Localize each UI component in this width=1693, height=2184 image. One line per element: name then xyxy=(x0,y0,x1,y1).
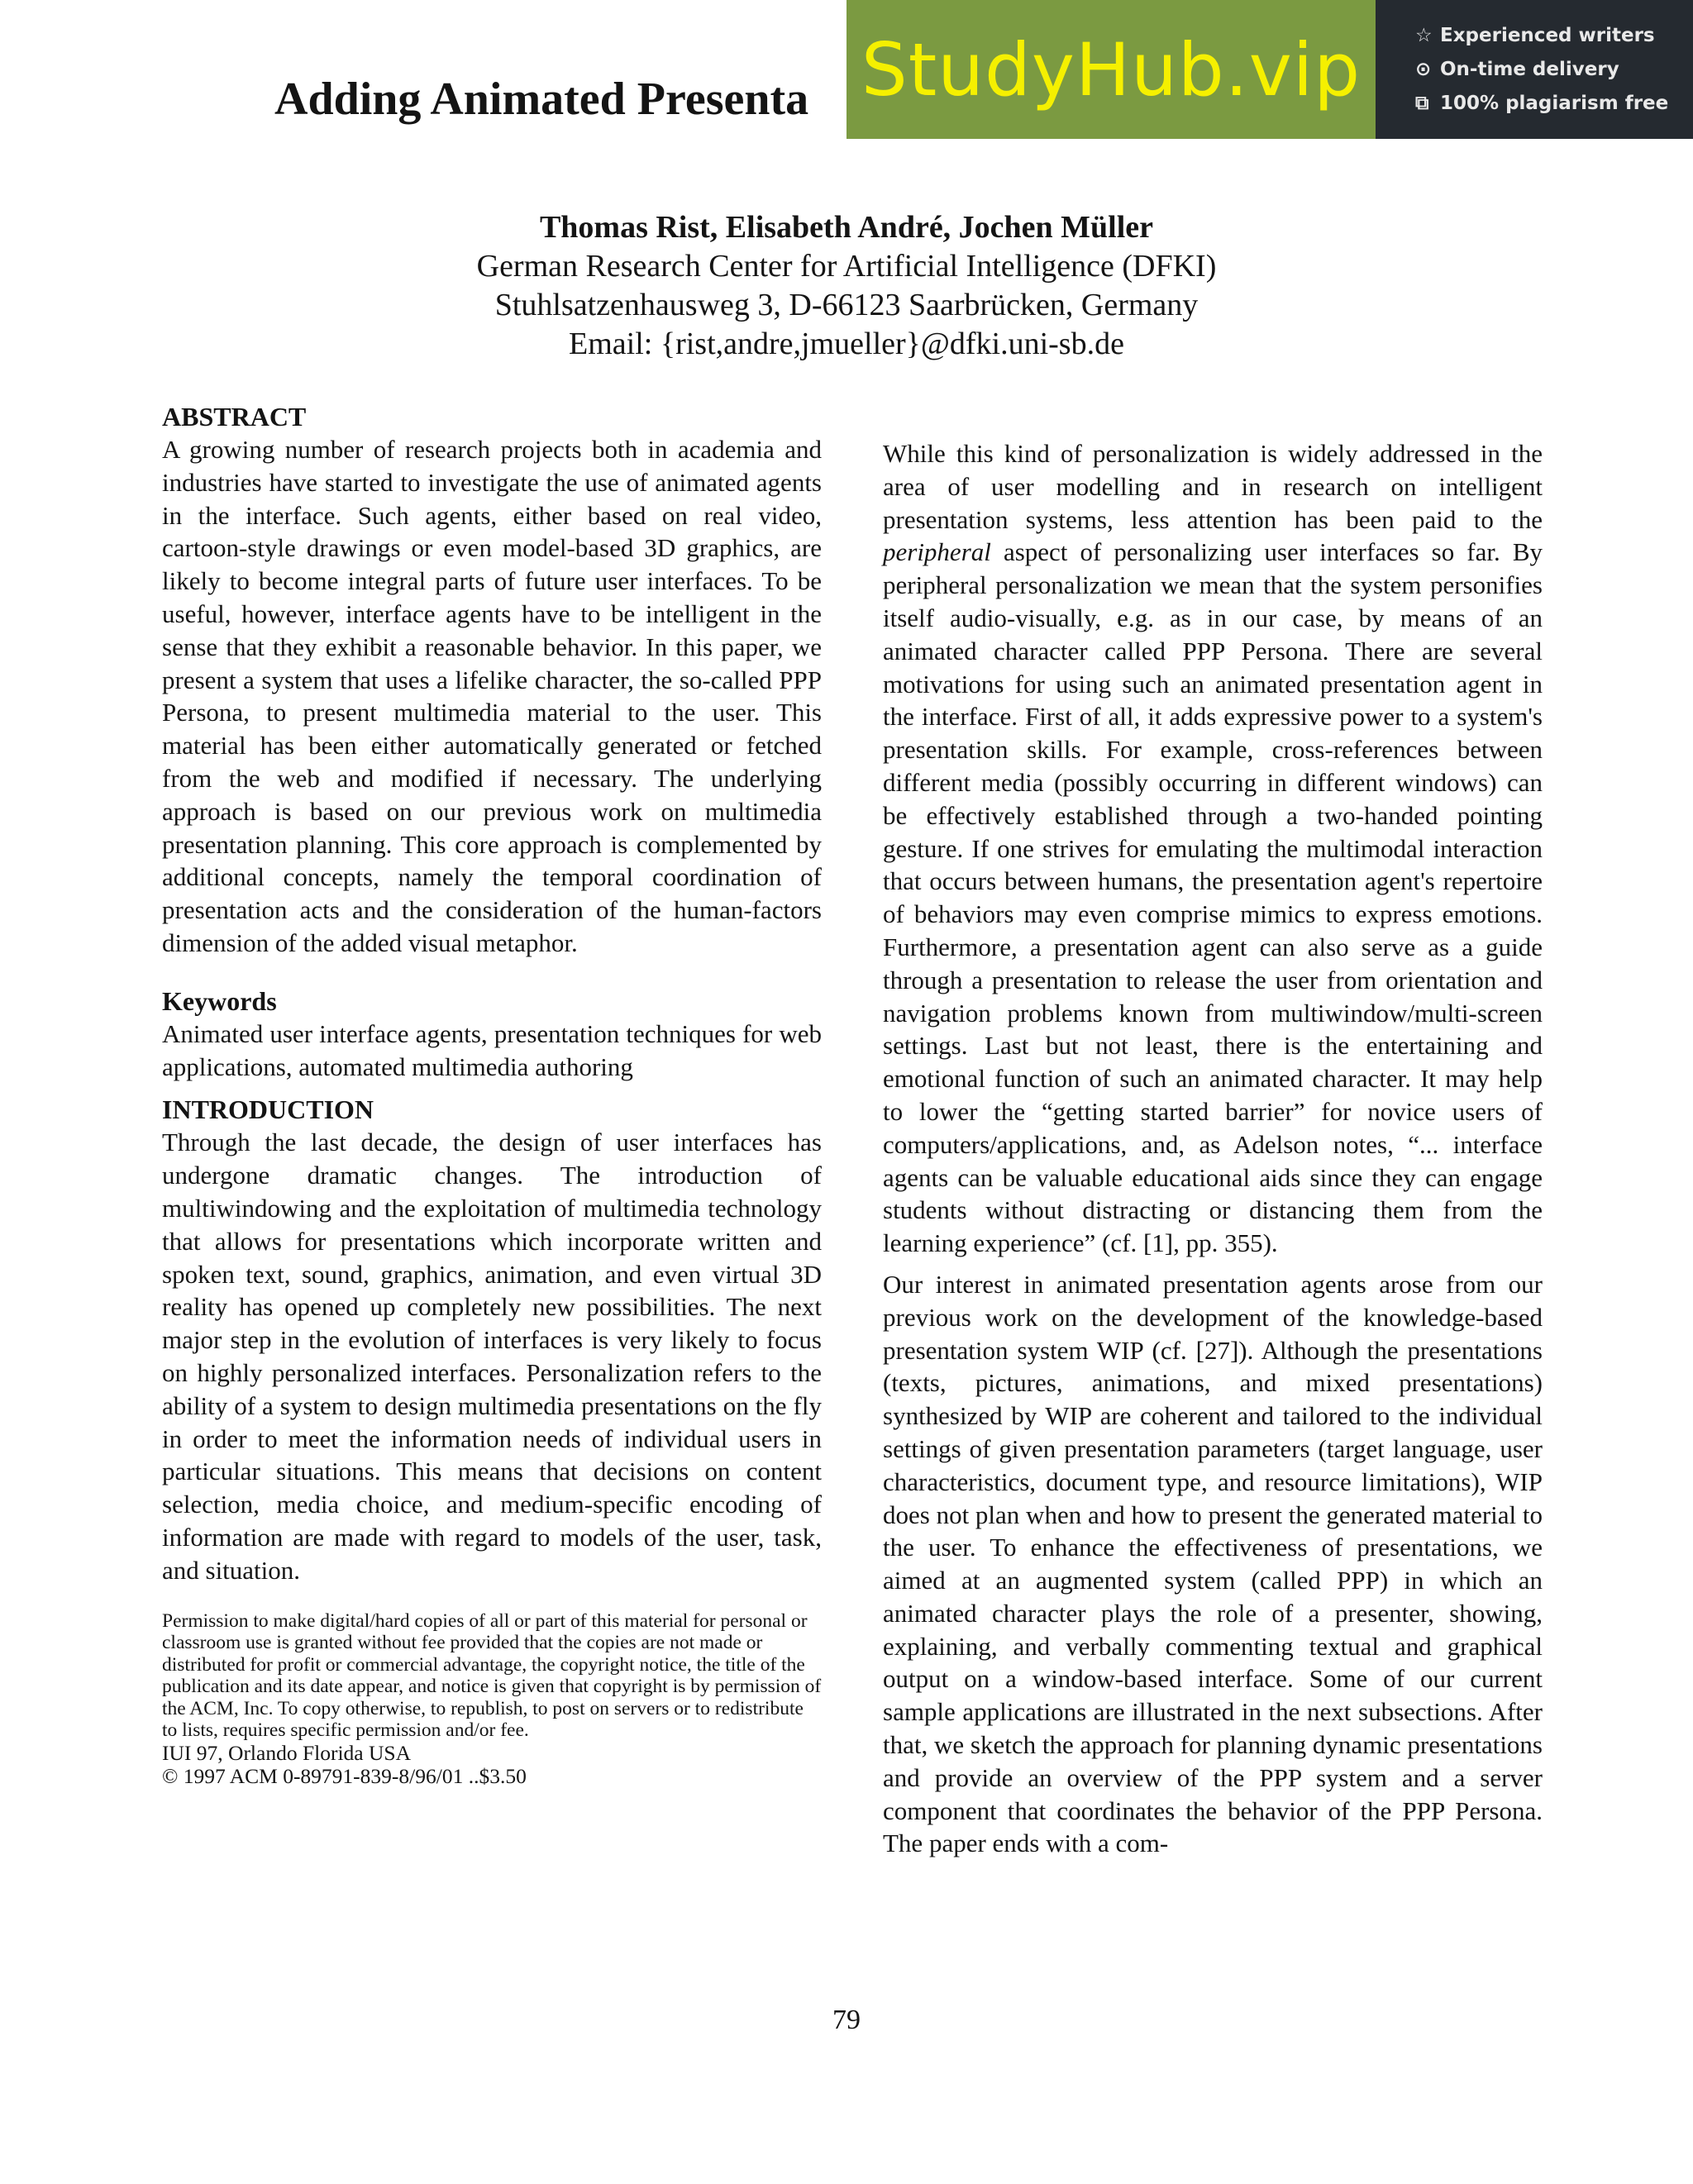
keywords-section xyxy=(162,985,822,1084)
right-column xyxy=(883,437,1543,1860)
studyhub-ad-banner[interactable] xyxy=(846,0,1693,139)
feature-item xyxy=(1415,87,1693,121)
paper-title: Adding Animated Presenta xyxy=(274,74,809,125)
permission-text: Permission to make digital/hard copies of all or part of this material for personal or classroom use is granted without fee provided that the copies are not made or distributed for profit or commercial advantage, the copyright notice, the title of the publication and its date appear, and notice is given that copyright is by permission of the ACM, Inc. To copy otherwise, to republish, to post on servers or to redistribute to lists, requires specific permission and/or fee. xyxy=(162,1609,822,1741)
paragraph-text: aspect of personalizing user interfaces so far. By peripheral personalization we mean that the system personifies itself audio-visually, e.g. as in our case, by means of an animated character called PPP Persona. There are several motivations for using such an animated presentation agent in the interface. First of all, it adds expressive power to a system's presentation skills. For example, cross-references between different media (possibly occurring in different windows) can be effectively established through a two-handed pointing gesture. If one strives for emulating the multimodal interaction that occurs between humans, the presentation agent's repertoire of behaviors may even comprise mimics to express emotions. Furthermore, a presentation agent can also serve as a guide through a presentation to release the user from orientation and navigation problems known from multiwindow/multi-screen settings. Last but not least, there is the entertaining and emotional function of such an animated character. It may help to lower the “getting started barrier” for novice users of computers/applications, and, as Adelson notes, “... interface agents can be valuable educational aids since they can engage students without distracting or distancing them from the learning experience” (cf. [1], pp. 355). xyxy=(883,537,1543,1258)
affiliation: German Research Center for Artificial Intelligence (DFKI) xyxy=(476,249,1217,284)
feature-item xyxy=(1415,53,1693,87)
copy-icon: ⧉ xyxy=(1415,92,1429,114)
feature-item xyxy=(1415,19,1693,53)
conference-line: IUI 97, Orlando Florida USA xyxy=(162,1740,412,1765)
body-paragraph xyxy=(883,437,1543,1260)
feature-label: 100% plagiarism free xyxy=(1440,92,1669,114)
left-column xyxy=(162,400,822,1788)
keywords-text: Animated user interface agents, presentation techniques for web applications, automated multimedia authoring xyxy=(162,1018,822,1081)
introduction-text: Through the last decade, the design of user interfaces has undergone dramatic changes. The introduction of multiwindowing and the exploitation of multimedia technology that allows for presentations which incorporate written and spoken text, sound, graphics, animation, and even virtual 3D reality has opened up completely new possibilities. The next major step in the evolution of interfaces is very likely to focus on highly personalized interfaces. Personalization refers to the ability of a system to design multimedia presentations on the fly in order to meet the information needs of individual users in particular situations. This means that decisions on content selection, media choice, and medium-specific encoding of information are made with regard to models of the user, task, and situation. xyxy=(162,1128,822,1585)
clock-icon: ⊙ xyxy=(1415,58,1432,80)
email: Email: {rist,andre,jmueller}@dfki.uni-sb.de xyxy=(569,327,1124,361)
keywords-heading: Keywords xyxy=(162,985,277,1016)
abstract-section xyxy=(162,400,822,960)
star-icon: ☆ xyxy=(1415,24,1433,46)
page-number: 79 xyxy=(832,2005,861,2035)
address: Stuhlsatzenhausweg 3, D-66123 Saarbrücken, Germany xyxy=(494,288,1199,322)
author-names: Thomas Rist, Elisabeth André, Jochen Müller xyxy=(539,210,1154,245)
emphasis-peripheral: peripheral xyxy=(883,537,991,567)
abstract-text: A growing number of research projects both in academia and industries have started to investigate the use of animated agents in the interface. Such agents, either based on real video, cartoon-style drawings or even model-based 3D graphics, are likely to become integral parts of future user interfaces. To be useful, however, interface agents have to be intelligent in the sense that they exhibit a reasonable behavior. In this paper, we present a system that uses a lifelike character, the so-called PPP Persona, to present multimedia material to the user. This material has been either automatically generated or fetched from the web and modified if necessary. The underlying approach is based on our previous work on multimedia presentation planning. This core approach is complemented by additional concepts, namely the temporal coordination of presentation acts and the consideration of the human-factors dimension of the added visual metaphor. xyxy=(162,435,822,957)
body-paragraph: Our interest in animated presentation agents arose from our previous work on the development of the knowledge-based presentation system WIP (cf. [27]). Although the presentations (texts, pictures, animations, and mixed presentations) synthesized by WIP are coherent and tailored to the individual settings of given presentation parameters (target language, user characteristics, document type, and resource limitations), WIP does not plan when and how to present the generated material to the user. To enhance the effectiveness of presentations, we aimed at an augmented system (called PPP) in which an animated character plays the role of a presenter, showing, explaining, and verbally commenting textual and graphical output on a window-based interface. Some of our current sample applications are illustrated in the next subsections. After that, we sketch the approach for planning dynamic presentations and provide an overview of the PPP system and a server component that coordinates the behavior of the PPP Persona. The paper ends with a com- xyxy=(883,1269,1543,1858)
introduction-heading: INTRODUCTION xyxy=(162,1094,374,1125)
brand-panel[interactable] xyxy=(846,0,1376,139)
abstract-heading: ABSTRACT xyxy=(162,402,307,432)
copyright-line: © 1997 ACM 0-89791-839-8/96/01 ..$3.50 xyxy=(162,1763,527,1788)
permission-notice xyxy=(162,1610,822,1788)
author-block xyxy=(0,208,1693,364)
feature-label: Experienced writers xyxy=(1440,24,1655,46)
feature-label: On-time delivery xyxy=(1440,58,1619,80)
feature-list xyxy=(1376,0,1693,139)
paragraph-text: While this kind of personalization is widely addressed in the area of user modelling and in research on intelligent presentation systems, less attention has been paid to the xyxy=(883,439,1543,534)
brand-logo-text[interactable]: StudyHub.vip xyxy=(861,26,1362,112)
introduction-section xyxy=(162,1093,822,1586)
